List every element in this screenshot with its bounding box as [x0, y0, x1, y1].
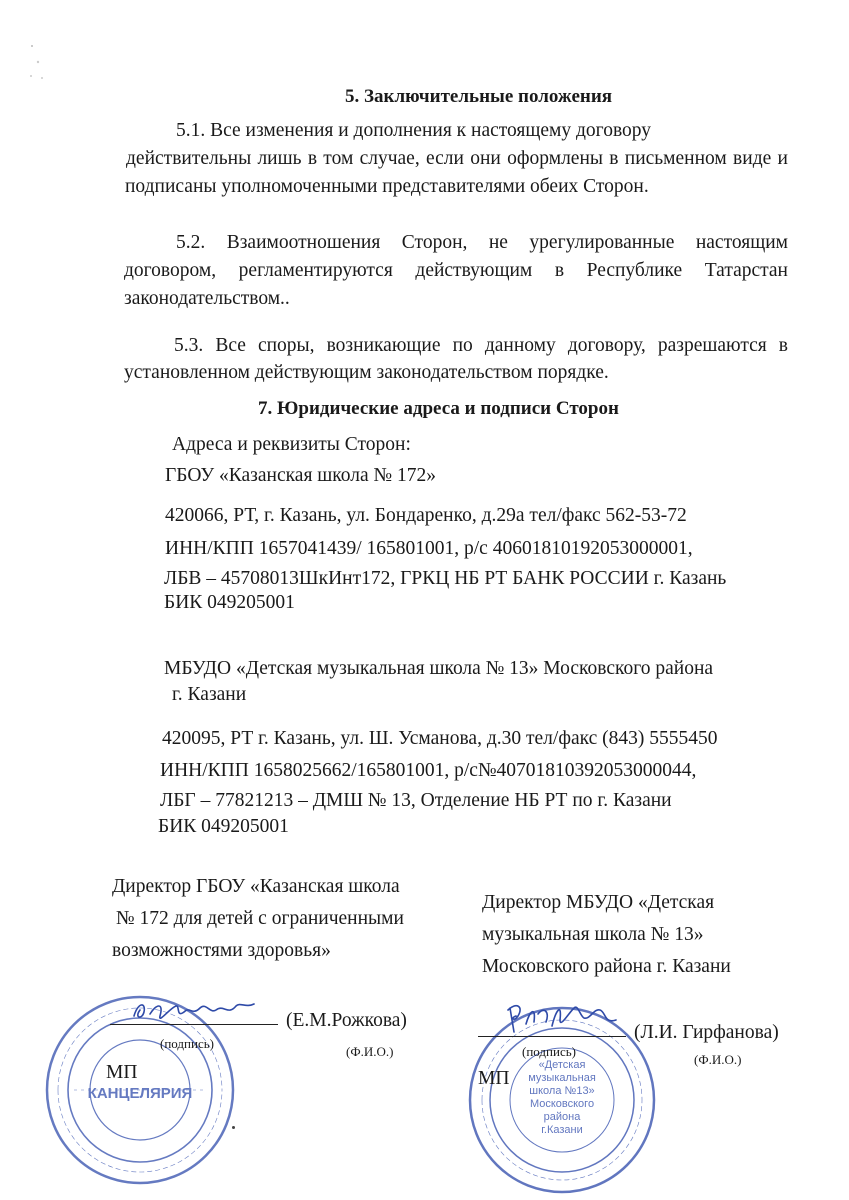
left-stamp-center-text: КАНЦЕЛЯРИЯ [87, 1085, 193, 1102]
requisites-intro: Адреса и реквизиты Сторон: [172, 434, 411, 455]
scan-specks [28, 40, 58, 90]
left-handwritten-signature [130, 994, 260, 1030]
right-stamp-line2: музыкальная [528, 1072, 596, 1084]
left-signatory-title-line1: Директор ГБОУ «Казанская школа [112, 876, 400, 897]
party2-inn: ИНН/КПП 1658025662/165801001, р/с№40701810392053000044, [160, 760, 697, 781]
section-5-title: 5. Заключительные положения [345, 86, 613, 107]
right-handwritten-signature [504, 996, 624, 1040]
clause-5-1-line3: подписаны уполномоченными представителями обеих Сторон. [125, 176, 649, 197]
scan-dot [232, 1126, 235, 1129]
clause-5-3-line2: установленном действующим законодательством порядке. [124, 362, 609, 383]
right-stamp-line1: «Детская [538, 1059, 586, 1071]
right-stamp-line3: школа №13» [529, 1085, 595, 1097]
party1-bik: БИК 049205001 [164, 592, 295, 613]
left-mp-label: МП [106, 1062, 138, 1083]
clause-5-2-line1: 5.2. Взаимоотношения Сторон, не урегулированные настоящим [176, 232, 788, 253]
party1-name: ГБОУ «Казанская школа № 172» [165, 465, 437, 486]
section-7-title: 7. Юридические адреса и подписи Сторон [258, 398, 619, 419]
right-signatory-title-line1: Директор МБУДО «Детская [482, 892, 715, 913]
right-stamp-line6: г.Казани [541, 1124, 583, 1136]
party1-address: 420066, РТ, г. Казань, ул. Бондаренко, д.29а тел/факс 562-53-72 [165, 505, 687, 526]
right-signatory-title-line3: Московского района г. Казани [482, 956, 731, 977]
party1-lbv: ЛБВ – 45708013ШкИнт172, ГРКЦ НБ РТ БАНК РОССИИ г. Казань [164, 568, 727, 589]
right-signature-caption: (подпись) [522, 1044, 576, 1059]
clause-5-1-line1: 5.1. Все изменения и дополнения к настоящему договору [176, 120, 652, 141]
party2-address: 420095, РТ г. Казань, ул. Ш. Усманова, д.30 тел/факс (843) 5555450 [162, 728, 718, 749]
clause-5-2-line3: законодательством.. [124, 288, 290, 309]
left-signature-caption: (подпись) [160, 1036, 214, 1051]
party2-name-line2: г. Казани [172, 684, 247, 705]
right-signatory-title-line2: музыкальная школа № 13» [482, 924, 704, 945]
left-fio-caption: (Ф.И.О.) [346, 1044, 394, 1059]
right-mp-label: МП [478, 1068, 510, 1089]
right-signatory-name: (Л.И. Гирфанова) [634, 1022, 779, 1043]
right-stamp-line4: Московского [529, 1098, 595, 1110]
party2-lbg: ЛБГ – 77821213 – ДМШ № 13, Отделение НБ РТ по г. Казани [160, 790, 672, 811]
clause-5-1-line2: действительны лишь в том случае, если они оформлены в письменном виде и [126, 148, 788, 169]
clause-5-3-line1: 5.3. Все споры, возникающие по данному договору, разрешаются в [174, 335, 788, 356]
left-signatory-title-line2: № 172 для детей с ограниченными [116, 908, 404, 929]
party2-bik: БИК 049205001 [158, 816, 289, 837]
party2-name-line1: МБУДО «Детская музыкальная школа № 13» Московского района [164, 658, 714, 679]
clause-5-2-line2: договором, регламентируются действующим в Республике Татарстан [124, 260, 788, 281]
left-signatory-title-line3: возможностями здоровья» [112, 940, 331, 961]
left-signatory-name: (Е.М.Рожкова) [286, 1010, 407, 1031]
party1-inn: ИНН/КПП 1657041439/ 165801001, р/с 40601810192053000001, [165, 538, 693, 559]
right-fio-caption: (Ф.И.О.) [694, 1052, 742, 1067]
right-stamp-line5: района [543, 1111, 581, 1123]
